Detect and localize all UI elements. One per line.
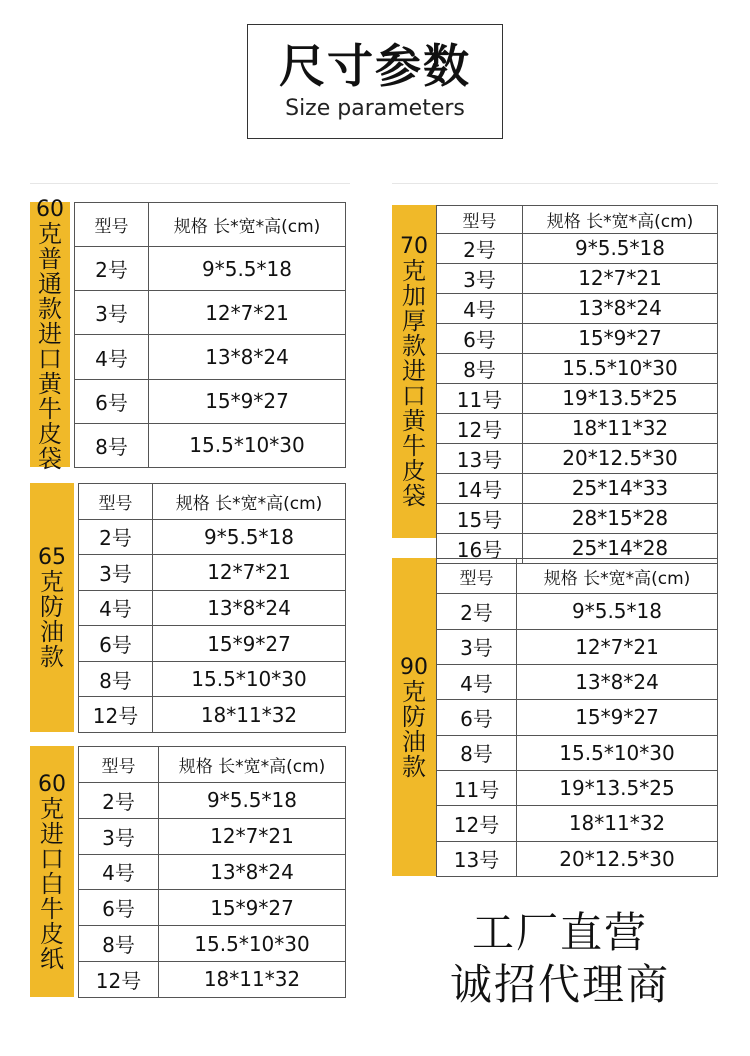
table-row [79,555,346,591]
table-row [437,503,718,533]
block-label-char: 90 [400,654,428,680]
table-row [437,700,718,735]
model-cell: 6号 [75,379,149,423]
block-label [392,205,436,538]
table-row [437,383,718,413]
model-cell: 2号 [79,519,153,555]
table-header-row [75,203,346,247]
dimension-cell: 15.5*10*30 [149,423,346,467]
spec-block-70-thick [392,205,718,562]
spec-block-60-regular [30,197,346,473]
model-cell: 16号 [437,533,523,563]
model-cell: 8号 [79,926,159,962]
model-cell: 4号 [437,664,517,699]
model-cell: 15号 [437,503,523,533]
spec-block-60-white [30,746,346,997]
block-label-char: 进 [38,320,62,348]
dimension-cell: 25*14*28 [523,533,718,563]
model-cell: 12号 [79,962,159,998]
model-cell: 3号 [79,555,153,591]
table-row [75,379,346,423]
page-subtitle: Size parameters [285,96,465,121]
block-label-char: 60 [38,771,66,797]
block-label-char: 袋 [38,445,62,473]
block-label-char: 油 [402,727,426,756]
dimension-cell: 13*8*24 [153,590,346,626]
block-label-char: 防 [402,702,426,731]
model-cell: 12号 [79,697,153,733]
table-header-row [437,206,718,234]
dimension-cell: 15*9*27 [523,323,718,353]
model-cell: 6号 [437,323,523,353]
table-row [75,423,346,467]
dimension-cell: 15*9*27 [517,700,718,735]
table-row [437,664,718,699]
divider-right [392,183,718,184]
model-cell: 8号 [75,423,149,467]
spec-table [436,205,718,564]
model-cell: 6号 [437,700,517,735]
table-row [437,413,718,443]
model-cell: 11号 [437,383,523,413]
block-label-char: 普 [38,245,62,273]
model-cell: 8号 [437,353,523,383]
table-row [437,841,718,876]
block-label-char: 65 [38,545,66,570]
model-cell: 8号 [79,661,153,697]
divider-left [30,183,350,184]
block-label-char: 纸 [40,944,64,973]
block-label-char: 皮 [40,919,64,948]
model-cell: 8号 [437,735,517,770]
table-row [437,233,718,263]
dimension-cell: 15.5*10*30 [517,735,718,770]
dimension-cell: 15*9*27 [149,379,346,423]
model-cell: 2号 [437,594,517,629]
dimension-cell: 12*7*21 [159,818,346,854]
dimension-cell: 15.5*10*30 [153,661,346,697]
agent-recruit-text: 诚招代理商 [449,960,670,1009]
table-row [75,247,346,291]
block-label-char: 加 [402,282,426,310]
dimension-cell: 12*7*21 [153,555,346,591]
dimension-cell: 15*9*27 [159,890,346,926]
table-row [79,926,346,962]
table-row [437,770,718,805]
model-cell: 13号 [437,841,517,876]
model-cell: 4号 [79,590,153,626]
dimension-cell: 9*5.5*18 [153,519,346,555]
header-spec: 规格 长*宽*高(cm) [517,559,718,594]
dimension-cell: 18*11*32 [523,413,718,443]
header-spec: 规格 长*宽*高(cm) [153,484,346,520]
model-cell: 12号 [437,806,517,841]
block-label-char: 牛 [40,894,64,923]
table-row [437,473,718,503]
dimension-cell: 18*11*32 [517,806,718,841]
block-label-char: 黄 [402,407,426,435]
model-cell: 3号 [79,818,159,854]
table-row [79,818,346,854]
block-label-char: 克 [40,794,64,823]
header-model: 型号 [79,484,153,520]
block-label-char: 口 [40,844,64,873]
model-cell: 13号 [437,443,523,473]
spec-table [74,202,346,468]
dimension-cell: 28*15*28 [523,503,718,533]
table-row [437,806,718,841]
dimension-cell: 9*5.5*18 [149,247,346,291]
block-label-char: 款 [402,752,426,781]
header-model: 型号 [437,559,517,594]
spec-block-90-oilproof [392,558,718,876]
dimension-cell: 18*11*32 [159,962,346,998]
table-row [437,629,718,664]
block-label-char: 克 [40,568,64,596]
block-label-char: 白 [40,869,64,898]
table-row [437,443,718,473]
block-label-char: 口 [402,382,426,410]
table-row [79,626,346,662]
block-label [392,558,436,876]
table-row [437,323,718,353]
header-spec: 规格 长*宽*高(cm) [159,747,346,783]
dimension-cell: 15.5*10*30 [523,353,718,383]
dimension-cell: 9*5.5*18 [517,594,718,629]
table-row [79,962,346,998]
table-row [437,293,718,323]
block-label-char: 60 [36,197,64,222]
table-row [79,590,346,626]
table-row [79,782,346,818]
table-row [437,594,718,629]
table-row [79,890,346,926]
table-header-row [437,559,718,594]
model-cell: 4号 [437,293,523,323]
block-label-char: 款 [40,643,64,671]
table-row [437,735,718,770]
spec-table [78,483,346,733]
dimension-cell: 13*8*24 [517,664,718,699]
model-cell: 4号 [79,854,159,890]
table-row [75,335,346,379]
model-cell: 2号 [75,247,149,291]
header-model: 型号 [75,203,149,247]
dimension-cell: 13*8*24 [523,293,718,323]
block-label [30,483,74,732]
model-cell: 6号 [79,626,153,662]
model-cell: 3号 [75,291,149,335]
spec-table [436,558,718,877]
dimension-cell: 18*11*32 [153,697,346,733]
spec-table [78,746,346,998]
table-row [437,263,718,293]
table-row [79,661,346,697]
page-title: 尺寸参数 [279,39,471,93]
model-cell: 3号 [437,263,523,293]
model-cell: 14号 [437,473,523,503]
model-cell: 4号 [75,335,149,379]
dimension-cell: 15*9*27 [153,626,346,662]
dimension-cell: 12*7*21 [523,263,718,293]
block-label-char: 进 [402,357,426,385]
block-label-char: 克 [402,677,426,706]
block-label-char: 克 [38,220,62,248]
table-row [79,519,346,555]
block-label-char: 通 [38,270,62,298]
dimension-cell: 20*12.5*30 [523,443,718,473]
table-row [79,854,346,890]
title-box [247,24,503,139]
table-row [79,697,346,733]
block-label-char: 款 [402,332,426,360]
dimension-cell: 12*7*21 [517,629,718,664]
block-label-char: 克 [402,257,426,285]
dimension-cell: 13*8*24 [159,854,346,890]
block-label-char: 黄 [38,370,62,398]
block-label-char: 皮 [402,457,426,485]
model-cell: 6号 [79,890,159,926]
dimension-cell: 13*8*24 [149,335,346,379]
block-label-char: 袋 [402,482,426,510]
block-label-char: 进 [40,819,64,848]
block-label-char: 口 [38,345,62,373]
dimension-cell: 9*5.5*18 [523,233,718,263]
block-label-char: 款 [38,295,62,323]
dimension-cell: 19*13.5*25 [523,383,718,413]
block-label-char: 牛 [402,432,426,460]
block-label [30,197,70,473]
header-model: 型号 [79,747,159,783]
model-cell: 3号 [437,629,517,664]
dimension-cell: 25*14*33 [523,473,718,503]
dimension-cell: 15.5*10*30 [159,926,346,962]
block-label-char: 防 [40,593,64,621]
factory-direct-text: 工厂直营 [471,908,648,957]
table-row [437,353,718,383]
table-row [75,291,346,335]
header-spec: 规格 长*宽*高(cm) [149,203,346,247]
dimension-cell: 20*12.5*30 [517,841,718,876]
block-label-char: 油 [40,618,64,646]
table-header-row [79,484,346,520]
dimension-cell: 19*13.5*25 [517,770,718,805]
header-spec: 规格 长*宽*高(cm) [523,206,718,234]
model-cell: 2号 [437,233,523,263]
block-label-char: 70 [400,234,428,259]
block-label-char: 牛 [38,395,62,423]
model-cell: 2号 [79,782,159,818]
block-label [30,746,74,997]
model-cell: 11号 [437,770,517,805]
table-header-row [79,747,346,783]
block-label-char: 厚 [402,307,426,335]
header-model: 型号 [437,206,523,234]
block-label-char: 皮 [38,420,62,448]
model-cell: 12号 [437,413,523,443]
dimension-cell: 12*7*21 [149,291,346,335]
dimension-cell: 9*5.5*18 [159,782,346,818]
spec-block-65-oilproof [30,483,346,732]
